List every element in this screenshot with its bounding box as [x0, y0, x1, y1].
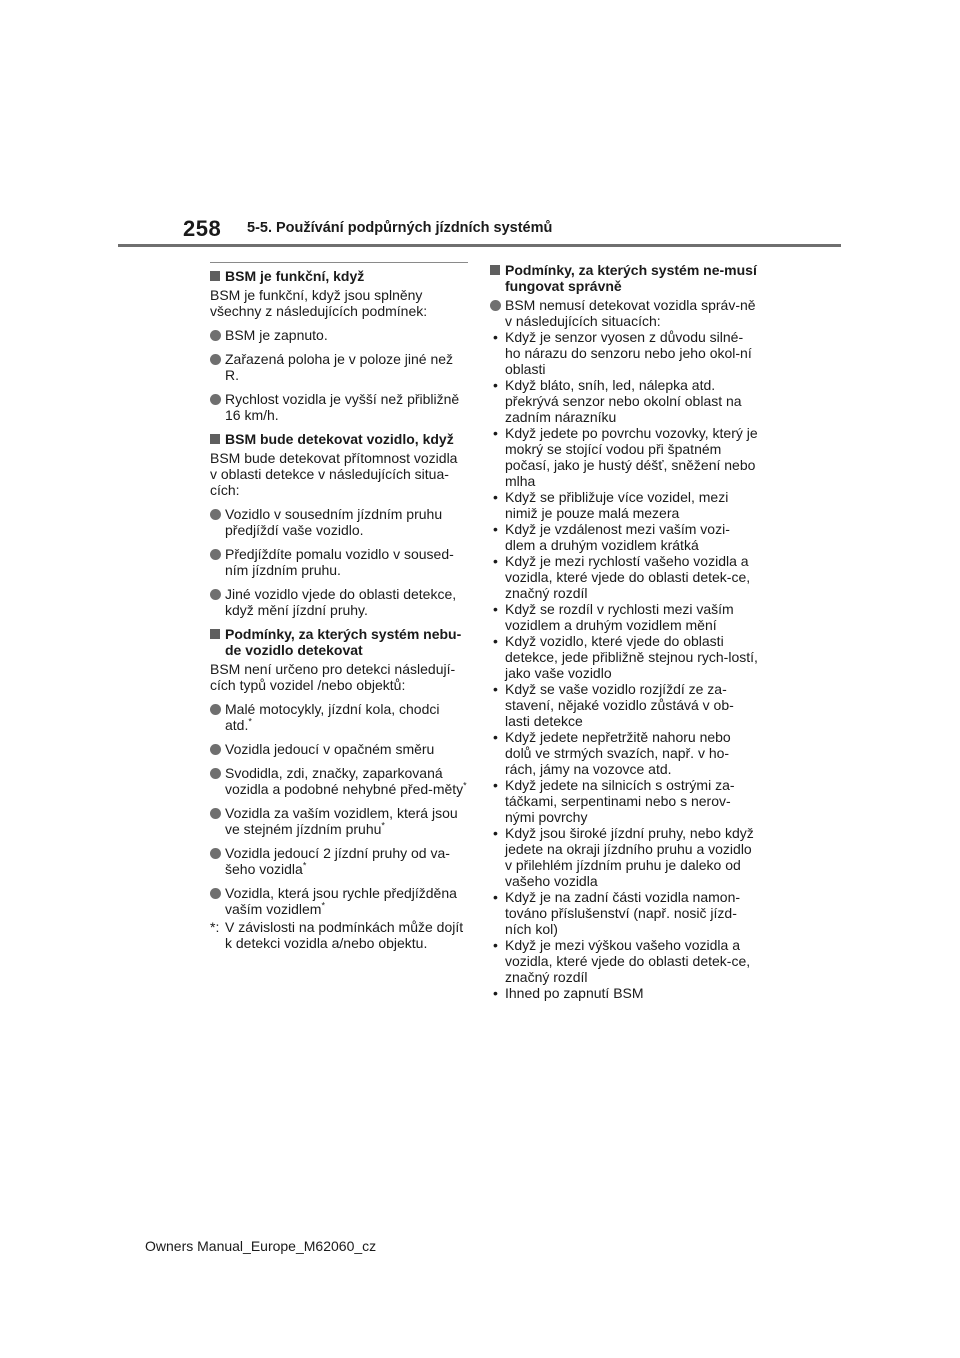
list-item: BSM nemusí detekovat vozidla správ-ně v následujících situacích:	[490, 297, 758, 329]
list-item: Zařazená poloha je v poloze jiné než R.	[210, 351, 468, 383]
sub-list-item: • Když vozidlo, které vjede do oblasti detekce, jede přibližně stejnou rych-lostí, jako vaše vozidlo	[493, 633, 758, 681]
list-item: BSM je zapnuto.	[210, 327, 468, 343]
small-bullet-icon: •	[493, 777, 498, 793]
sub-list-item: • Když je mezi rychlostí vašeho vozidla a vozidla, které vjede do oblasti detek-ce, značný rozdíl	[493, 553, 751, 601]
small-bullet-icon: •	[493, 825, 498, 841]
heading-not-detected: Podmínky, za kterých systém nebu-de vozidlo detekovat	[210, 626, 468, 658]
asterisk-footnote-mark: *	[302, 860, 307, 871]
circle-bullet-icon	[490, 300, 501, 311]
sub-list-item: • Když je senzor vyosen z důvodu silné-ho nárazu do senzoru nebo jeho okol-ní oblasti	[493, 329, 752, 377]
asterisk-footnote-mark: *	[381, 820, 385, 831]
asterisk-footnote-mark: *	[321, 900, 325, 911]
left-column-rule	[210, 262, 468, 263]
sub-list-item: • Ihned po zapnutí BSM	[493, 985, 644, 1001]
heading-bsm-detects: BSM bude detekovat vozidlo, když	[210, 431, 468, 447]
list-item: Vozidlo v sousedním jízdním pruhu předjíždí vaše vozidlo.	[210, 506, 468, 538]
circle-bullet-icon	[210, 768, 221, 779]
square-bullet-icon	[210, 434, 220, 444]
circle-bullet-icon	[210, 394, 221, 405]
section-title: 5-5. Používání podpůrných jízdních systémů	[247, 220, 553, 236]
list-item: Vozidla, která jsou rychle předjížděna vaším vozidlem*	[210, 885, 468, 917]
square-bullet-icon	[210, 629, 220, 639]
sub-list-item: • Když se přibližuje více vozidel, mezi nimiž je pouze malá mezera	[493, 489, 729, 521]
sub-list-item: • Když je na zadní části vozidla namon-továno příslušenství (např. nosič jízd-ních kol)	[493, 889, 741, 937]
list-item: Předjíždíte pomalu vozidlo v soused-ním jízdním pruhu.	[210, 546, 468, 578]
small-bullet-icon: •	[493, 729, 498, 745]
circle-bullet-icon	[210, 330, 221, 341]
sub-list-item: • Když bláto, sníh, led, nálepka atd. překrývá senzor nebo okolní oblast na zadním nárazníku	[493, 377, 742, 425]
circle-bullet-icon	[210, 848, 221, 859]
circle-bullet-icon	[210, 509, 221, 520]
small-bullet-icon: •	[493, 425, 498, 441]
small-bullet-icon: •	[493, 377, 498, 393]
small-bullet-icon: •	[493, 601, 498, 617]
small-bullet-icon: •	[493, 889, 498, 905]
list-item: Vozidla jedoucí 2 jízdní pruhy od va-šeho vozidla*	[210, 845, 468, 877]
footnote	[210, 919, 468, 951]
small-bullet-icon: •	[493, 329, 498, 345]
small-bullet-icon: •	[493, 985, 498, 1001]
small-bullet-icon: •	[493, 489, 498, 505]
sub-bullet-list	[490, 329, 758, 1001]
circle-bullet-icon	[210, 354, 221, 365]
sub-list-item: • Když jedete po povrchu vozovky, který je mokrý se stojící vodou při špatném počasí, jako je hustý déšť, sněžení nebo mlha	[493, 425, 758, 489]
list-item: Svodidla, zdi, značky, zaparkovaná vozidla a podobné nehybné před-měty*	[210, 765, 468, 797]
left-column	[210, 262, 468, 951]
paragraph: BSM není určeno pro detekci následují-cích typů vozidel /nebo objektů:	[210, 661, 456, 693]
list-item: Malé motocykly, jízdní kola, chodci atd.*	[210, 701, 468, 733]
small-bullet-icon: •	[493, 521, 498, 537]
list-item: Rychlost vozidla je vyšší než přibližně 16 km/h.	[210, 391, 468, 423]
footnote-mark: *:	[210, 919, 220, 935]
list-item: Vozidla za vaším vozidlem, která jsou ve stejném jízdním pruhu*	[210, 805, 468, 837]
heading-may-not-work: Podmínky, za kterých systém ne-musí fungovat správně	[490, 262, 758, 294]
right-column	[490, 262, 758, 1001]
sub-list-item: • Když jedete na silnicích s ostrými za-táčkami, serpentinami nebo s nerov-nými povrchy	[493, 777, 735, 825]
small-bullet-icon: •	[493, 681, 498, 697]
circle-bullet-icon	[210, 744, 221, 755]
small-bullet-icon: •	[493, 937, 498, 953]
paragraph: BSM bude detekovat přítomnost vozidla v oblasti detekce v následujících situa-cích:	[210, 450, 458, 498]
circle-bullet-icon	[210, 808, 221, 819]
small-bullet-icon: •	[493, 633, 498, 649]
asterisk-footnote-mark: *	[463, 780, 467, 791]
circle-bullet-icon	[210, 704, 221, 715]
small-bullet-icon: •	[493, 553, 498, 569]
heading-bsm-functional: BSM je funkční, když	[210, 268, 468, 284]
sub-list-item: • Když se vaše vozidlo rozjíždí ze za-stavení, nějaké vozidlo zůstává v ob-lasti detekce	[493, 681, 734, 729]
sub-list-item: • Když se rozdíl v rychlosti mezi vaším vozidlem a druhým vozidlem mění	[493, 601, 734, 633]
sub-list-item: • Když je mezi výškou vašeho vozidla a vozidla, které vjede do oblasti detek-ce, značný rozdíl	[493, 937, 751, 985]
list-item: Jiné vozidlo vjede do oblasti detekce, když mění jízdní pruhy.	[210, 586, 468, 618]
circle-bullet-icon	[210, 549, 221, 560]
list-item: Vozidla jedoucí v opačném směru	[210, 741, 468, 757]
page-number: 258	[183, 216, 222, 241]
paragraph: BSM je funkční, když jsou splněny všechny z následujících podmínek:	[210, 287, 428, 319]
square-bullet-icon	[490, 265, 500, 275]
square-bullet-icon	[210, 271, 220, 281]
sub-list-item: • Když jsou široké jízdní pruhy, nebo když jedete na okraji jízdního pruhu a vozidlo v přilehlém jízdním pruhu je daleko od vašeho vozidla	[493, 825, 754, 889]
footnote-text: V závislosti na podmínkách může dojít k detekci vozidla a/nebo objektu.	[225, 919, 464, 951]
circle-bullet-icon	[210, 589, 221, 600]
footer-text: Owners Manual_Europe_M62060_cz	[145, 1238, 377, 1254]
circle-bullet-icon	[210, 888, 221, 899]
asterisk-footnote-mark: *	[248, 716, 252, 727]
header-rule	[118, 244, 841, 247]
sub-list-item: • Když jedete nepřetržitě nahoru nebo dolů ve strmých svazích, např. v ho-rách, jámy na vozovce atd.	[493, 729, 731, 777]
sub-list-item: • Když je vzdálenost mezi vaším vozi-dlem a druhým vozidlem krátká	[493, 521, 730, 553]
